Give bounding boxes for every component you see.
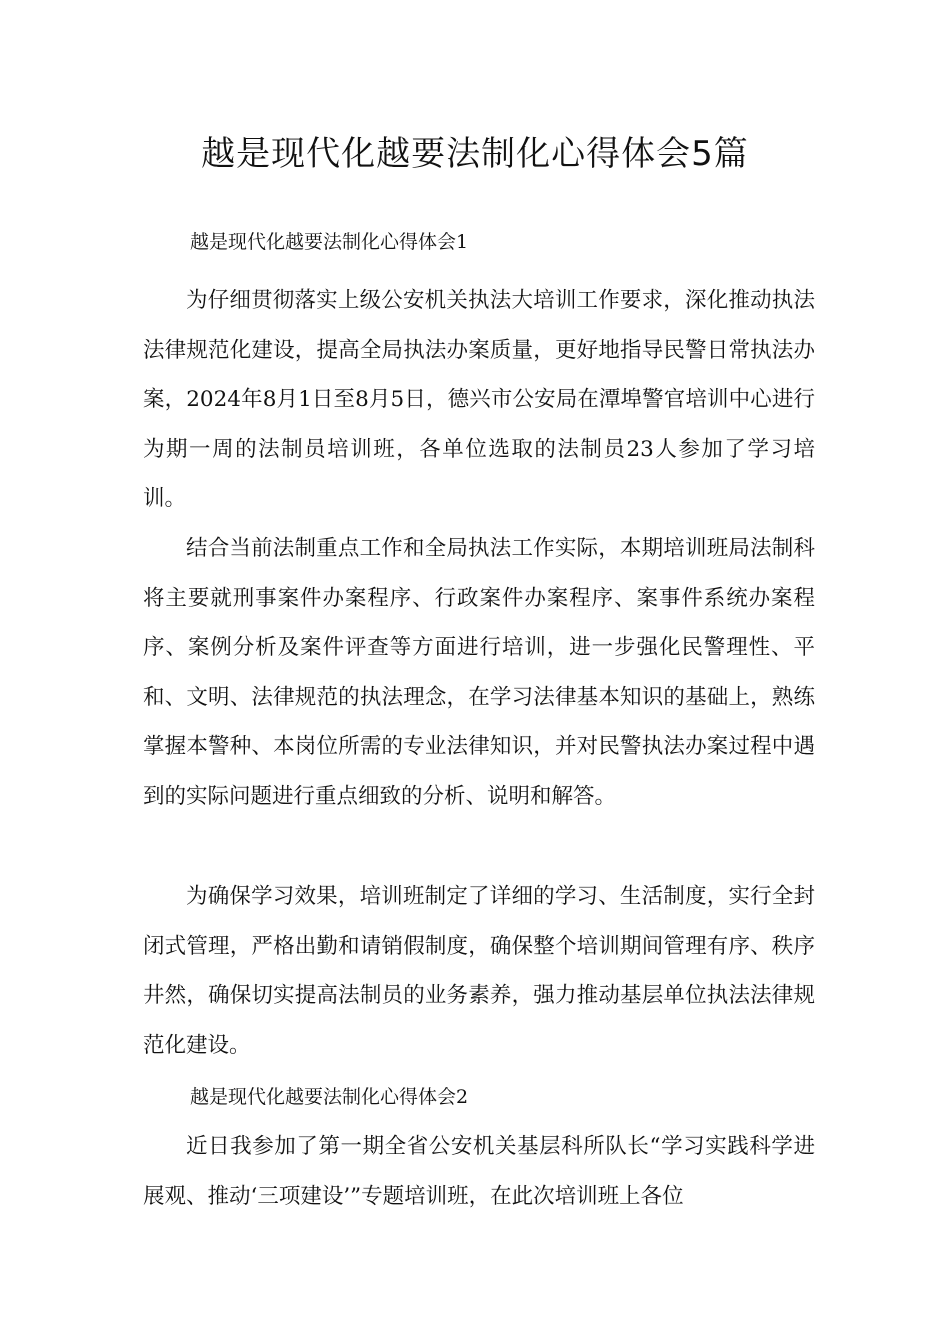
paragraph: 为确保学习效果，培训班制定了详细的学习、生活制度，实行全封闭式管理，严格出勤和请销假制度，确保整个培训期间管理有序、秩序井然，确保切实提高法制员的业务素养，强力推动基层单位执法法律规范化建设。 [143,884,815,1058]
section-heading-2: 越是现代化越要法制化心得体会2 [190,1086,469,1108]
document-title: 越是现代化越要法制化心得体会5篇 [201,134,749,174]
section-1-paragraph-2 [143,524,815,821]
paragraph: 结合当前法制重点工作和全局执法工作实际，本期培训班局法制科将主要就刑事案件办案程序、行政案件办案程序、案事件系统办案程序、案例分析及案件评查等方面进行培训，进一步强化民警理性、平和、文明、法律规范的执法理念，在学习法律基本知识的基础上，熟练掌握本警种、本岗位所需的专业法律知识，并对民警执法办案过程中遇到的实际问题进行重点细致的分析、说明和解答。 [143,536,815,809]
section-heading-1: 越是现代化越要法制化心得体会1 [190,231,469,253]
section-1-paragraph-1 [143,276,815,524]
paragraph: 为仔细贯彻落实上级公安机关执法大培训工作要求，深化推动执法法律规范化建设，提高全局执法办案质量，更好地指导民警日常执法办案，2024年8月1日至8月5日，德兴市公安局在潭埠警官培训中心进行为期一周的法制员培训班，各单位选取的法制员23人参加了学习培训。 [143,288,815,511]
section-1-paragraph-3 [143,872,815,1070]
paragraph: 近日我参加了第一期全省公安机关基层科所队长“学习实践科学进展观、推动‘三项建设’”专题培训班，在此次培训班上各位 [143,1134,815,1209]
section-2-paragraph-1 [143,1122,815,1221]
